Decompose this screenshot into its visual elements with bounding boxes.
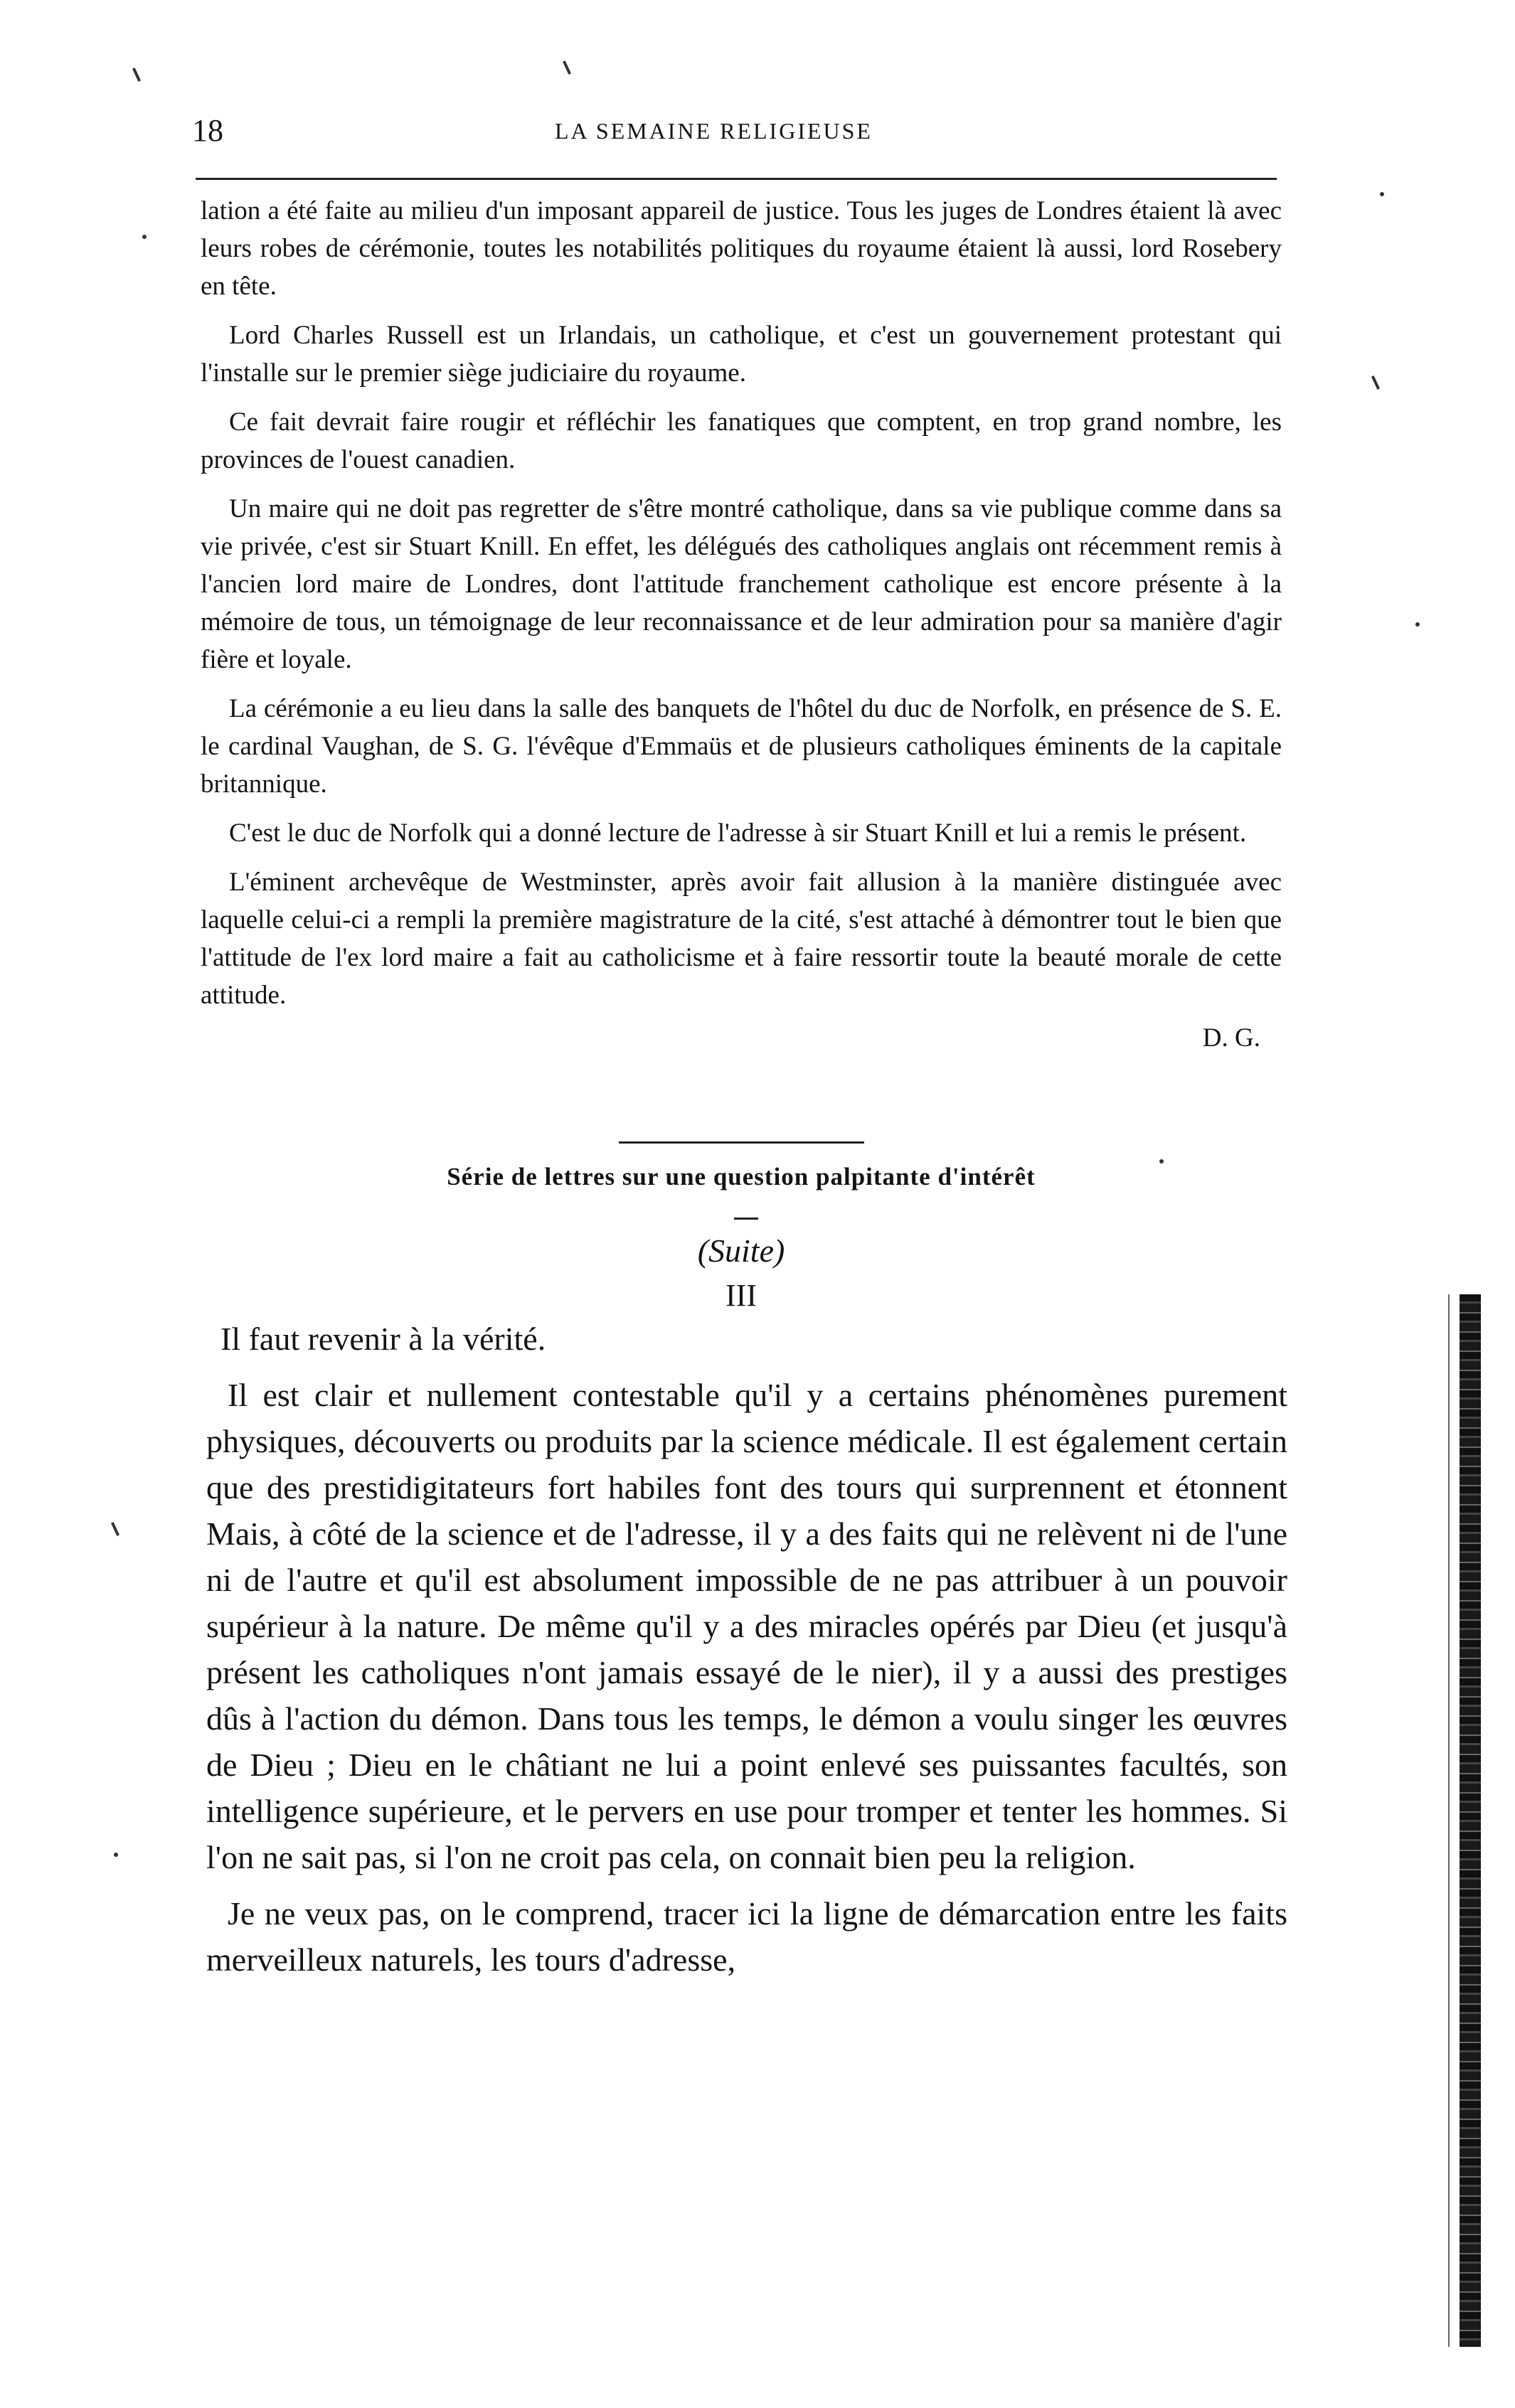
- article-second: [206, 1316, 1287, 1993]
- scan-speck: [111, 1522, 119, 1536]
- paragraph: Lord Charles Russell est un Irlandais, un catholique, et c'est un gouvernement protestant qui l'installe sur le premier siège judiciaire du royaume.: [201, 321, 1282, 388]
- paragraph: C'est le duc de Norfolk qui a donné lecture de l'adresse à sir Stuart Knill et lui a remis le présent.: [229, 819, 1247, 848]
- page-number: 18: [192, 113, 223, 148]
- signature: D. G.: [1202, 1023, 1260, 1053]
- paragraph: Un maire qui ne doit pas regretter de s'être montré catholique, dans sa vie publique comme dans sa vie privée, c'est sir Stuart Knill. En effet, les délégués des catholiques anglais ont récemment remis à l'ancien lord maire de Londres, dont l'attitude franchement catholique est encore présente à la mémoire de tous, un témoignage de leur reconnaissance et de leur admiration pour sa manière d'agir fière et loyale.: [201, 494, 1282, 674]
- paragraph: Je ne veux pas, on le comprend, tracer ici la ligne de démarcation entre les faits merveilleux naturels, les tours d'adresse,: [206, 1895, 1287, 1978]
- paragraph: Il faut revenir à la vérité.: [220, 1321, 546, 1357]
- title-dash: [734, 1218, 758, 1220]
- scan-edge-line: [1448, 1294, 1450, 2347]
- scan-dot: [114, 1853, 118, 1857]
- paragraph: lation a été faite au milieu d'un imposant appareil de justice. Tous les juges de Londres étaient là avec leurs robes de cérémonie, toutes les notabilités politiques du royaume étaient là aussi, lord Rosebery en tête.: [201, 196, 1282, 301]
- scan-speck: [1371, 375, 1380, 390]
- scan-dot: [1415, 622, 1420, 627]
- suite-label: (Suite): [697, 1232, 785, 1269]
- scan-edge-strip: [1460, 1294, 1481, 2347]
- paragraph: L'éminent archevêque de Westminster, après avoir fait allusion à la manière distinguée avec laquelle celui-ci a rempli la première magistrature de la cité, s'est attaché à démontrer tout le bien que l'attitude de l'ex lord maire a fait au catholicisme et à faire ressortir toute la beauté morale de cette attitude.: [201, 868, 1282, 1010]
- scan-dot: [1380, 192, 1384, 196]
- paragraph: Il est clair et nullement contestable qu'il y a certains phénomènes purement physiques, découverts ou produits par la science médicale. Il est également certain que des prestidigitateurs fort habiles font des tours qui surprennent et étonnent Mais, à côté de la science et de l'adresse, il y a des faits qui ne relèvent ni de l'une ni de l'autre et qu'il est absolument impossible de ne pas attribuer à un pouvoir supérieur à la nature. De même qu'il y a des miracles opérés par Dieu (et jusqu'à présent les catholiques n'ont jamais essayé de le nier), il y a aussi des prestiges dûs à l'action du démon. Dans tous les temps, le démon a voulu singer les œuvres de Dieu ; Dieu en le châtiant ne lui a point enlevé ses puissantes facultés, son intelligence supérieure, et le pervers en use pour tromper et tenter les hommes. Si l'on ne sait pas, si l'on ne croit pas cela, on connait bien peu la religion.: [206, 1377, 1287, 1875]
- scan-speck: [563, 60, 571, 75]
- section-title: Série de lettres sur une question palpitante d'intérêt: [447, 1163, 1036, 1190]
- section-separator: [619, 1141, 864, 1144]
- scan-dot: [1159, 1159, 1164, 1163]
- article-first: [201, 192, 1282, 1053]
- header-rule: [196, 178, 1277, 180]
- part-number: III: [725, 1278, 757, 1313]
- running-title: LA SEMAINE RELIGIEUSE: [555, 118, 873, 144]
- scan-dot: [142, 235, 147, 239]
- paragraph: Ce fait devrait faire rougir et réfléchir les fanatiques que comptent, en trop grand nombre, les provinces de l'ouest canadien.: [201, 407, 1282, 474]
- paragraph: La cérémonie a eu lieu dans la salle des banquets de l'hôtel du duc de Norfolk, en présence de S. E. le cardinal Vaughan, de S. G. l'évêque d'Emmaüs et de plusieurs catholiques éminents de la capitale britannique.: [201, 694, 1282, 799]
- scan-speck: [132, 68, 141, 82]
